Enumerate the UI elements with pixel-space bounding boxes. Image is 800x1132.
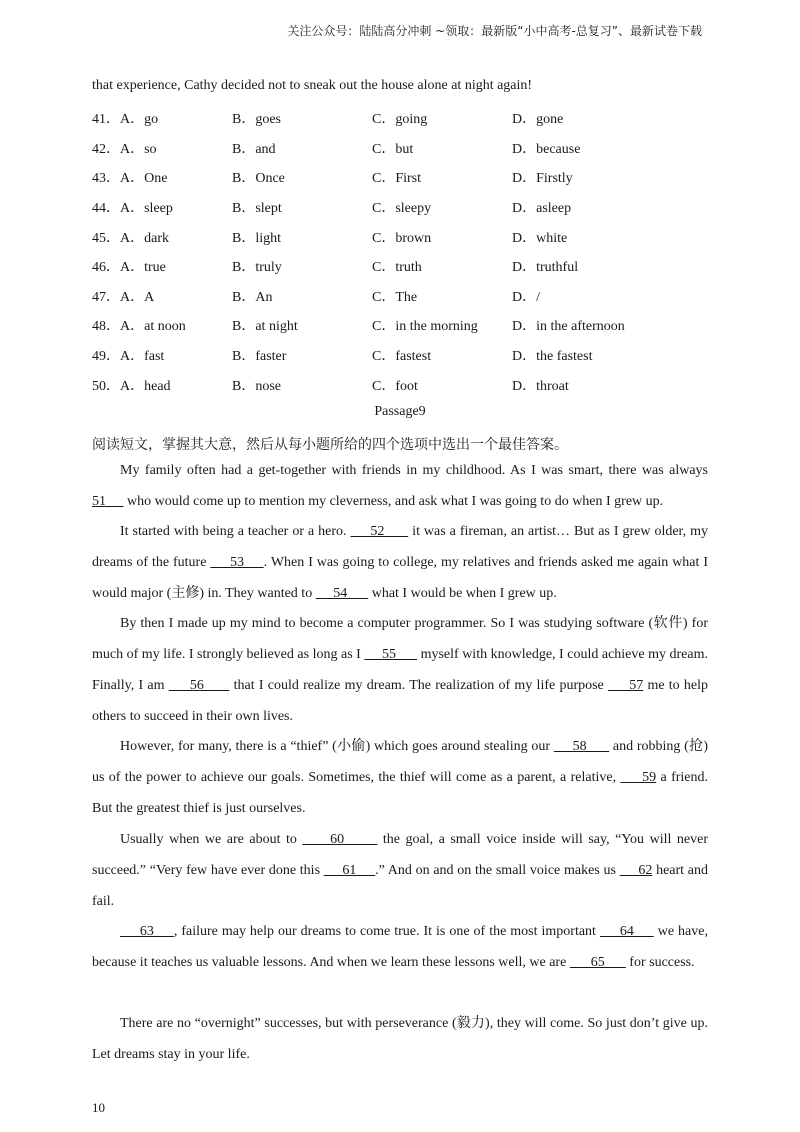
text: heart and fail.	[92, 863, 709, 909]
text: By then I made up my mind to become a computer programmer. So I was studying software (软件) for much of my life. I strongly believed as long as I	[92, 616, 708, 662]
option-a: 47．A．A	[92, 290, 155, 305]
blank-56: 56	[168, 678, 230, 693]
option-b: B．light	[232, 231, 282, 246]
option-b: B．truly	[232, 260, 282, 275]
question-48	[92, 315, 712, 333]
page-number: 10	[92, 1100, 105, 1115]
text: who would come up to mention my cleverness, and ask what I was going to do when I grew up.	[123, 494, 664, 509]
option-d: D．because	[512, 142, 581, 157]
question-42	[92, 138, 712, 156]
option-d: D．truthful	[512, 260, 579, 275]
blank-57: 57	[608, 678, 644, 693]
instructions: 阅读短文，掌握其大意，然后从每小题所给的四个选项中选出一个最佳答案。	[92, 437, 568, 453]
question-41	[92, 108, 712, 126]
paragraph-7	[92, 1008, 708, 1070]
option-c: C．First	[372, 171, 422, 186]
blank-62: 62	[619, 863, 653, 878]
paragraph-2	[92, 516, 708, 609]
option-b: B．An	[232, 290, 273, 305]
option-a: 41．A．go	[92, 112, 159, 127]
paragraph-3	[92, 608, 708, 732]
question-44	[92, 197, 712, 215]
option-a: 43．A．One	[92, 171, 168, 186]
blank-61: 61	[323, 863, 376, 878]
text: .” And on and on the small voice makes us	[375, 863, 620, 878]
option-d: D．asleep	[512, 201, 572, 216]
paragraph-6	[92, 916, 708, 978]
text: , failure may help our dreams to come true. It is one of the most important	[173, 924, 600, 939]
option-a: 44．A．sleep	[92, 201, 173, 216]
text: a friend. But the greatest thief is just ourselves.	[92, 770, 708, 816]
option-c: C．The	[372, 290, 418, 305]
option-c: C．in the morning	[372, 319, 478, 334]
text: . When I was going to college, my relatives and friends asked me again what I would major (主修) in. They wanted to	[92, 555, 708, 601]
page-header: 关注公众号：陆陆高分冲刺 ~领取：最新版“小中高考-总复习”、最新试卷下载	[287, 24, 702, 38]
blank-52: 52	[350, 524, 409, 539]
paragraph-4	[92, 731, 708, 824]
blank-58: 58	[553, 739, 610, 754]
text: what I would be when I grew up.	[368, 586, 557, 601]
passage-title: Passage9	[374, 404, 426, 419]
paragraph-1	[92, 455, 708, 517]
text: me to help others to succeed in their own lives.	[92, 678, 709, 724]
question-45	[92, 227, 712, 245]
text: it was a fireman, an artist… But as I grew older, my dreams of the future	[92, 524, 709, 570]
text: for success.	[625, 955, 695, 970]
option-a: 42．A．so	[92, 142, 157, 157]
option-c: C．fastest	[372, 349, 432, 364]
option-c: C．truth	[372, 260, 422, 275]
option-c: C．sleepy	[372, 201, 432, 216]
option-d: D．/	[512, 290, 540, 305]
question-46	[92, 256, 712, 274]
option-b: B．at night	[232, 319, 298, 334]
option-a: 50．A．head	[92, 379, 171, 394]
option-d: D．the fastest	[512, 349, 593, 364]
text: and robbing (抢) us of the power to achieve our goals. Sometimes, the thief will come as a parent, a relative,	[92, 739, 709, 785]
blank-53: 53	[210, 555, 264, 570]
option-a: 45．A．dark	[92, 231, 169, 246]
text: There are no “overnight” successes, but with perseverance (毅力), they will come. So just don’t give up. Let dreams stay in your life.	[92, 1016, 708, 1062]
option-d: D．in the afternoon	[512, 319, 625, 334]
blank-51: 51	[92, 494, 124, 509]
option-c: C．brown	[372, 231, 432, 246]
blank-60: 60	[302, 832, 378, 847]
option-b: B．Once	[232, 171, 285, 186]
text: myself with knowledge, I could achieve my dream. Finally, I am	[92, 647, 709, 693]
option-b: B．nose	[232, 379, 281, 394]
option-d: D．Firstly	[512, 171, 573, 186]
option-b: B．faster	[232, 349, 287, 364]
question-50	[92, 375, 712, 393]
option-c: C．foot	[372, 379, 418, 394]
blank-65: 65	[569, 955, 626, 970]
text: My family often had a get-together with friends in my childhood. As I was smart, there was always	[120, 463, 708, 478]
option-a: 46．A．true	[92, 260, 166, 275]
text: we have, because it teaches us valuable lessons. And when we learn these lessons well, we are	[92, 924, 708, 970]
paragraph-5	[92, 824, 708, 917]
option-d: D．throat	[512, 379, 569, 394]
option-b: B．goes	[232, 112, 281, 127]
option-b: B．slept	[232, 201, 282, 216]
option-c: C．going	[372, 112, 428, 127]
blank-63: 63	[120, 924, 174, 939]
question-47	[92, 286, 712, 304]
intro-line: that experience, Cathy decided not to sneak out the house alone at night again!	[92, 78, 533, 93]
option-a: 48．A．at noon	[92, 319, 186, 334]
text: the goal, a small voice inside will say, “You will never succeed.” “Very few have ever done this	[92, 832, 708, 878]
blank-64: 64	[599, 924, 654, 939]
text: However, for many, there is a “thief” (小偷) which goes around stealing our	[120, 739, 554, 754]
blank-54: 54	[315, 586, 369, 601]
option-a: 49．A．fast	[92, 349, 165, 364]
option-d: D．white	[512, 231, 568, 246]
option-d: D．gone	[512, 112, 564, 127]
question-43	[92, 167, 712, 185]
text: It started with being a teacher or a hero.	[120, 524, 351, 539]
text: that I could realize my dream. The realization of my life purpose	[229, 678, 609, 693]
blank-59: 59	[620, 770, 657, 785]
question-49	[92, 345, 712, 363]
text: Usually when we are about to	[120, 832, 303, 847]
blank-55: 55	[364, 647, 418, 662]
option-c: C．but	[372, 142, 414, 157]
option-b: B．and	[232, 142, 276, 157]
